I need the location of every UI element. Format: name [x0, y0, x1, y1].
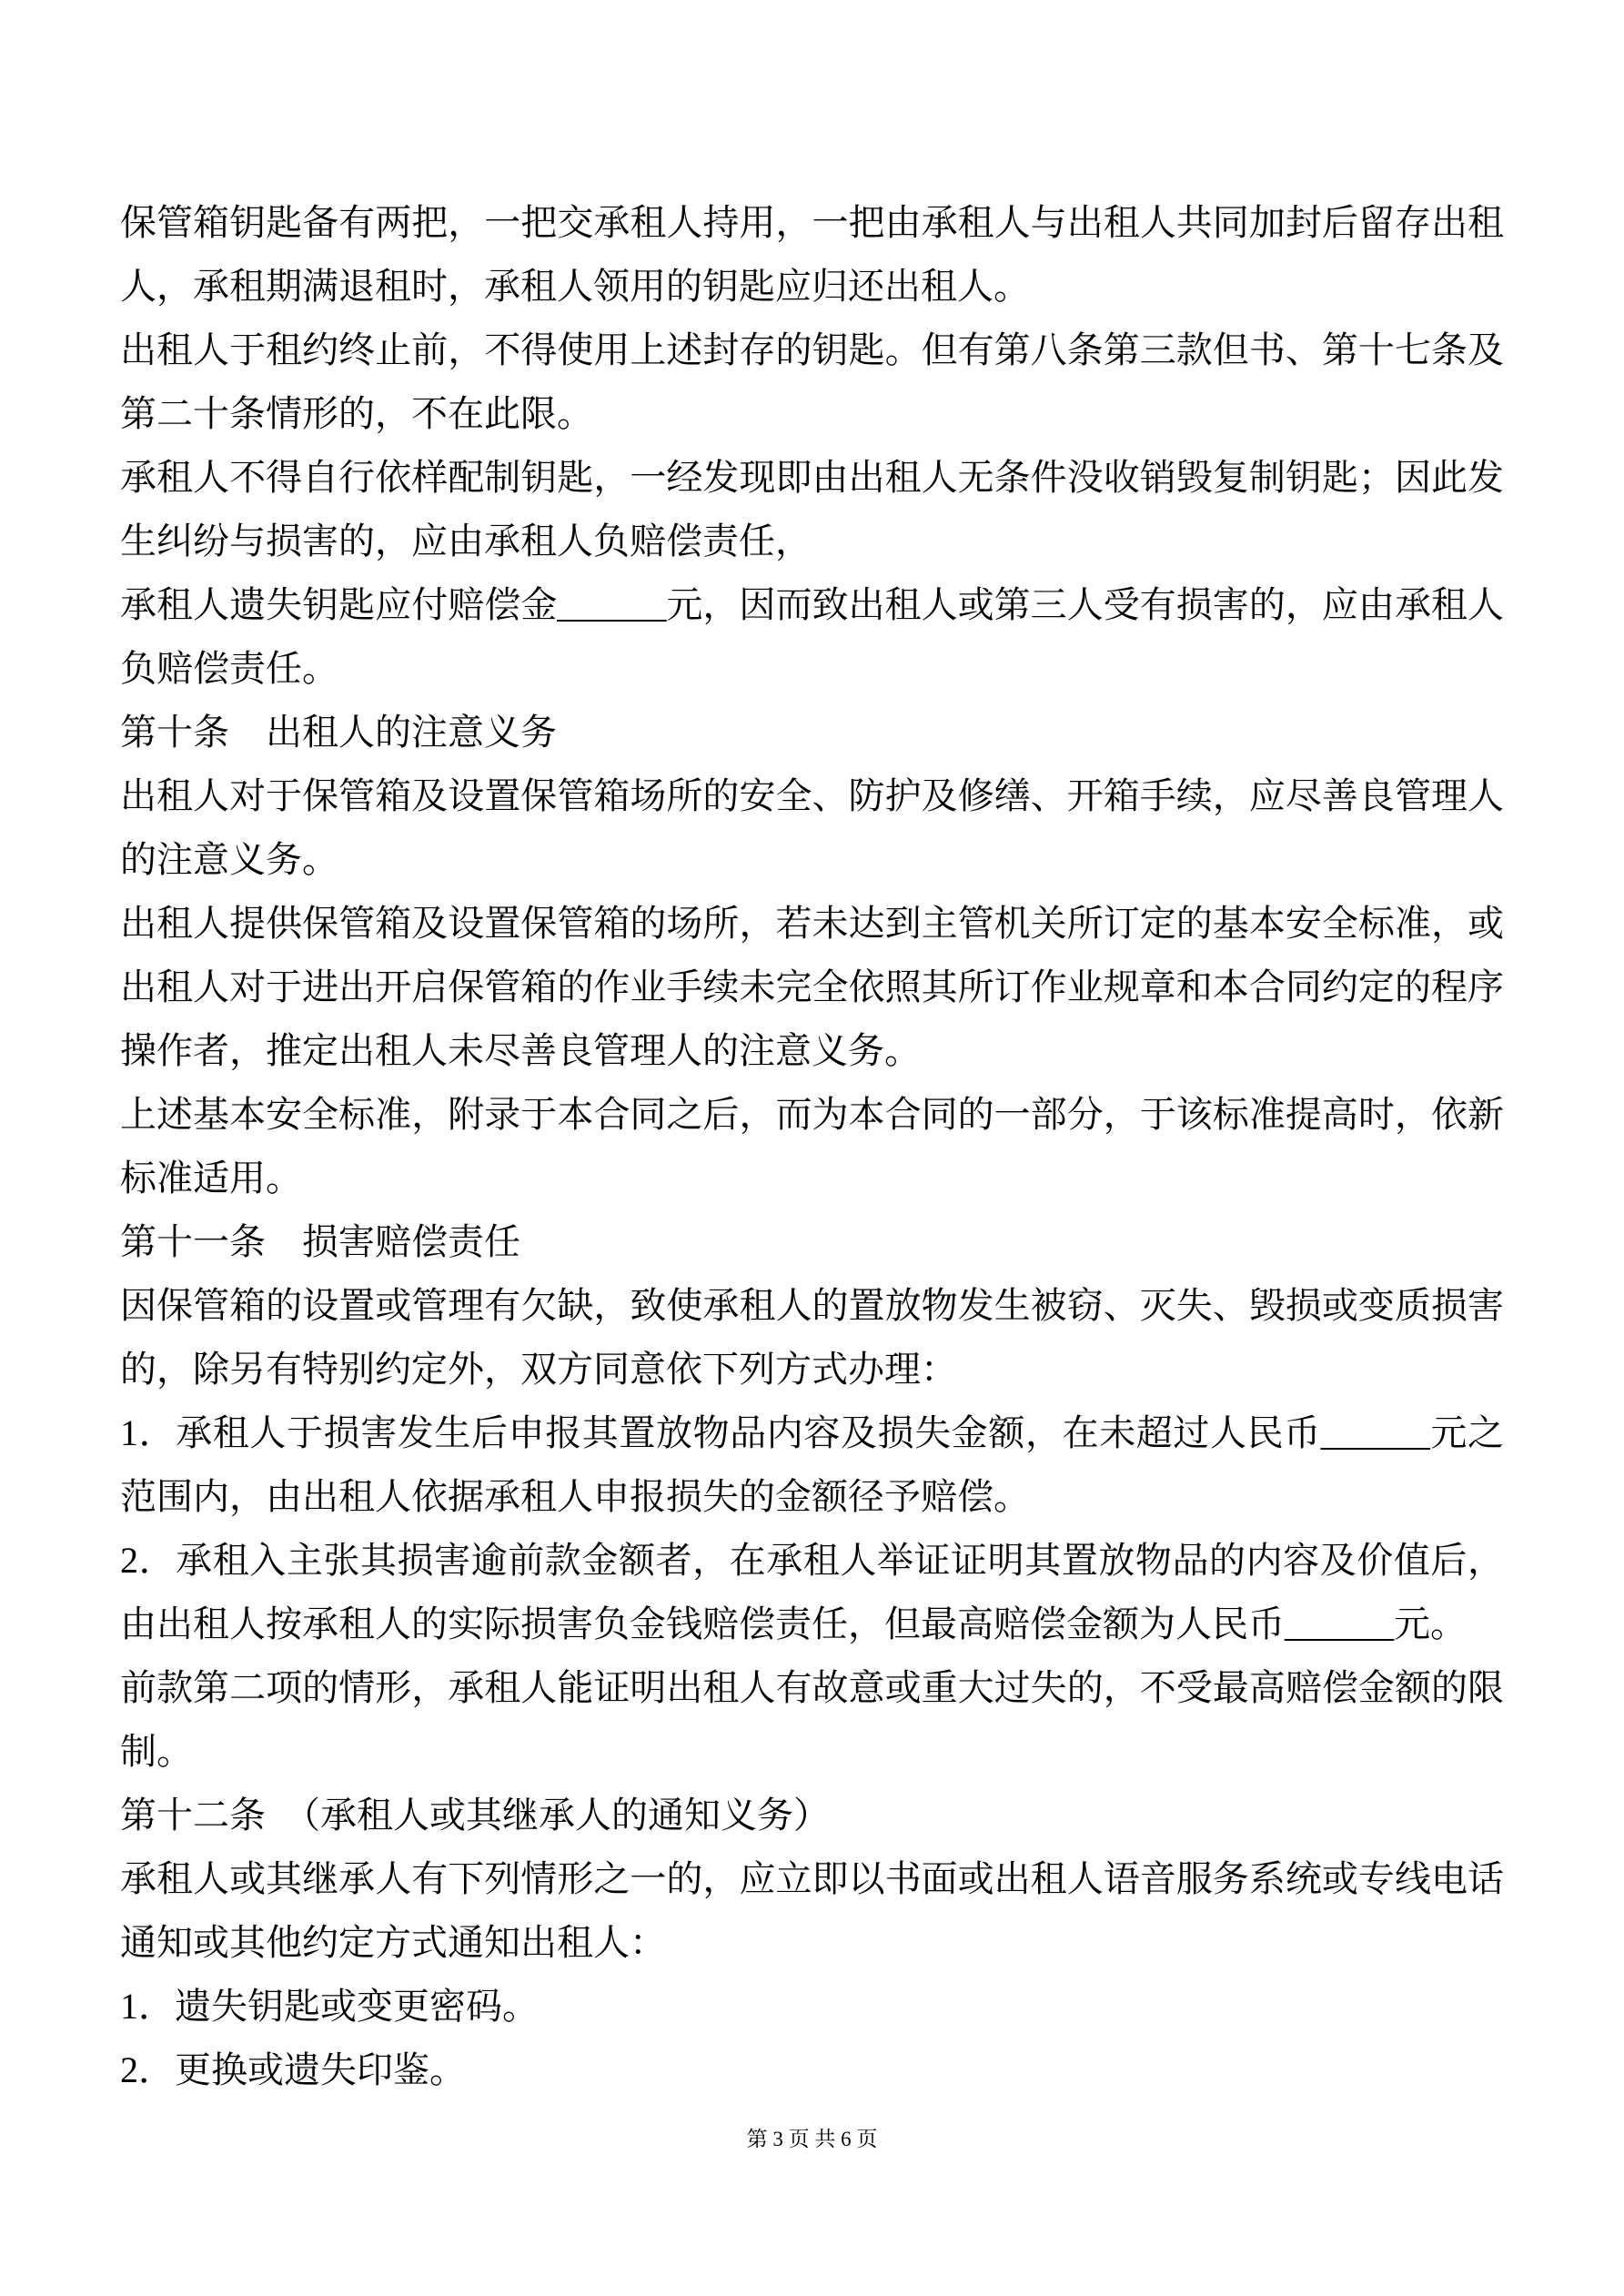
- article-heading-12: 第十二条 （承租人或其继承人的通知义务）: [120, 1795, 830, 1836]
- contract-list-item-1: 1．遗失钥匙或变更密码。: [120, 1986, 539, 2027]
- contract-paragraph: 出租人对于保管箱及设置保管箱场所的安全、防护及修缮、开箱手续，应尽善良管理人的注意义务。: [120, 775, 1504, 880]
- contract-paragraph: 因保管箱的设置或管理有欠缺，致使承租人的置放物发生被窃、灭失、毁损或变质损害的，除另有特别约定外，双方同意依下列方式办理：: [120, 1285, 1504, 1390]
- contract-list-item-2: 2．更换或遗失印鉴。: [120, 2049, 466, 2090]
- contract-list-item-1-with-blank: 1．承租人于损害发生后申报其置放物品内容及损失金额，在未超过人民币______元之范围内，由出租人依据承租人申报损失的金额径予赔偿。: [120, 1412, 1504, 1517]
- contract-paragraph: 承租人不得自行依样配制钥匙，一经发现即由出租人无条件没收销毁复制钥匙；因此发生纠纷与损害的，应由承租人负赔偿责任，: [120, 457, 1504, 561]
- contract-paragraph: 前款第二项的情形，承租人能证明出租人有故意或重大过失的，不受最高赔偿金额的限制。: [120, 1667, 1504, 1772]
- contract-paragraph: 保管箱钥匙备有两把，一把交承租人持用，一把由承租人与出租人共同加封后留存出租人，承租期满退租时，承租人领用的钥匙应归还出租人。: [120, 202, 1504, 307]
- contract-paragraph-with-blank: 承租人遗失钥匙应付赔偿金______元，因而致出租人或第三人受有损害的，应由承租人负赔偿责任。: [120, 584, 1504, 689]
- article-heading-11: 第十一条 损害赔偿责任: [120, 1221, 520, 1262]
- contract-paragraph: 上述基本安全标准，附录于本合同之后，而为本合同的一部分，于该标准提高时，依新标准适用。: [120, 1094, 1504, 1199]
- contract-paragraph: 出租人提供保管箱及设置保管箱的场所，若未达到主管机关所订定的基本安全标准，或出租人对于进出开启保管箱的作业手续未完全依照其所订作业规章和本合同约定的程序操作者，推定出租人未尽善良管理人的注意义务。: [120, 903, 1504, 1071]
- page-number-footer: 第 3 页 共 6 页: [746, 2128, 878, 2150]
- contract-paragraph: 承租人或其继承人有下列情形之一的，应立即以书面或出租人语音服务系统或专线电话通知或其他约定方式通知出租人：: [120, 1858, 1504, 1963]
- contract-list-item-2-with-blank: 2．承租入主张其损害逾前款金额者，在承租人举证证明其置放物品的内容及价值后，由出租人按承租人的实际损害负金钱赔偿责任，但最高赔偿金额为人民币______元。: [120, 1540, 1504, 1644]
- contract-paragraph: 出租人于租约终止前，不得使用上述封存的钥匙。但有第八条第三款但书、第十七条及第二十条情形的，不在此限。: [120, 329, 1504, 434]
- document-body: [120, 191, 1504, 2102]
- article-heading-10: 第十条 出租人的注意义务: [120, 712, 557, 753]
